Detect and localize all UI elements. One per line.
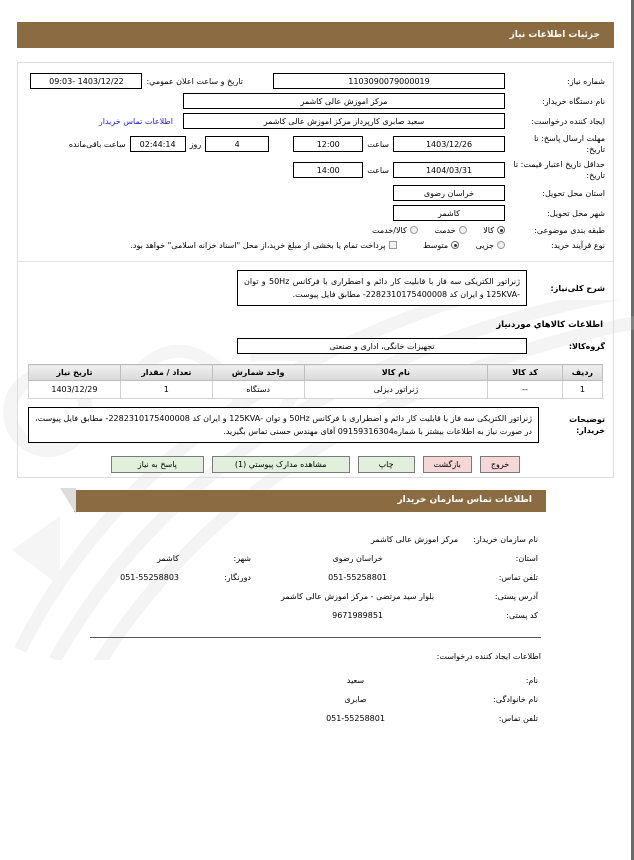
goods-col-name: نام کالا bbox=[304, 365, 488, 381]
requester-row-last-name bbox=[90, 690, 541, 709]
delivery-city-value: کاشمر bbox=[393, 205, 505, 221]
requester-first-name-value: سعید bbox=[346, 676, 365, 685]
response-deadline-label: مهلت ارسال پاسخ: تا تاریخ: bbox=[533, 134, 605, 154]
price-validity-time: 14:00 bbox=[293, 162, 363, 178]
purchase-type-option-1[interactable] bbox=[423, 241, 459, 250]
goods-group-label: گروه‌کالا: bbox=[568, 341, 605, 351]
exit-button[interactable]: خروج bbox=[480, 456, 520, 473]
subject-class-label: طبقه بندی موضوعی: bbox=[534, 226, 605, 235]
requester-section-title: اطلاعات ایجاد کننده درخواست: bbox=[436, 652, 541, 661]
form-row-delivery-province bbox=[18, 183, 613, 203]
form-row-purchase-type bbox=[18, 238, 613, 253]
view-attachments-button[interactable]: مشاهده مدارک پیوستي (1) bbox=[212, 456, 350, 473]
price-validity-label: حداقل تاریخ اعتبار قیمت: تا تاریخ: bbox=[513, 160, 605, 180]
goods-cell-name: ژنراتور دیزلی bbox=[304, 381, 488, 399]
need-details-form bbox=[18, 71, 613, 253]
radio-kala-khedmat[interactable] bbox=[410, 226, 418, 234]
summary-block bbox=[18, 268, 613, 308]
buyer-notes-text: ژنراتور الکتریکی سه فاز با قابلیت کار دائم و اضطراری با فرکانس 50Hz و توان -125KVA و ایران کد 2282310175400008- مطابق فایل پیوست، در صورت نیاز به اطلاعات بیشتر با شماره09159316304 آقای مهندس حسنی تماس بگیرید. bbox=[28, 407, 539, 443]
requester-row-phone bbox=[90, 709, 541, 728]
contact-postal-label: کد پستی: bbox=[506, 611, 538, 620]
goods-group-block bbox=[18, 336, 613, 356]
goods-table-header-row bbox=[29, 365, 603, 381]
contact-address-label: آدرس پستی: bbox=[494, 592, 538, 601]
radio-motevaset[interactable] bbox=[451, 241, 459, 249]
announce-datetime-label: تاریخ و ساعت اعلان عمومي: bbox=[146, 76, 243, 86]
delivery-province-label: استان محل تحویل: bbox=[542, 188, 605, 198]
form-row-subject-class bbox=[18, 223, 613, 238]
contact-address-value: بلوار سید مرتضی - مرکز اموزش عالی کاشمر bbox=[281, 592, 435, 601]
goods-group-value: تجهیزات خانگی، اداری و صنعتی bbox=[237, 338, 527, 354]
requester-phone-label: تلفن تماس: bbox=[498, 714, 538, 723]
contact-row-address bbox=[90, 587, 541, 606]
form-row-need-number bbox=[18, 71, 613, 91]
requester-value: سعید صابری کارپرداز مرکز اموزش عالی کاشمر bbox=[183, 113, 505, 129]
buyer-contact-link[interactable]: اطلاعات تماس خریدار bbox=[98, 116, 173, 126]
goods-cell-date: 1403/12/29 bbox=[29, 381, 121, 399]
hour-label-2: ساعت bbox=[367, 165, 389, 175]
requester-first-name-label: نام: bbox=[525, 676, 538, 685]
subject-class-option-2[interactable] bbox=[372, 226, 418, 235]
treasury-checkbox-wrap[interactable] bbox=[130, 241, 396, 250]
requester-last-name-label: نام خانوادگی: bbox=[493, 695, 538, 704]
contact-phone-value: 051-55258801 bbox=[328, 573, 387, 582]
form-row-buyer-notes bbox=[18, 405, 613, 445]
contact-row-org bbox=[90, 530, 541, 549]
response-deadline-time: 12:00 bbox=[293, 136, 363, 152]
form-row-buyer-org bbox=[18, 91, 613, 111]
subject-class-option-1-label: خدمت bbox=[434, 226, 456, 235]
treasury-checkbox-label: پرداخت تمام یا بخشی از مبلغ خرید،از محل "اسناد خزانه اسلامی" خواهد بود. bbox=[130, 241, 386, 250]
contact-province-label: استان: bbox=[515, 554, 538, 563]
buyer-contact-section bbox=[90, 530, 541, 728]
day-label: روز bbox=[189, 139, 202, 149]
contact-city-label: شهر: bbox=[233, 554, 251, 563]
form-row-goods-group bbox=[18, 336, 613, 356]
requester-last-name-value: صابری bbox=[344, 695, 367, 704]
buyer-contact-header-wrap bbox=[0, 490, 631, 512]
remaining-clock-value: 02:44:14 bbox=[130, 136, 186, 152]
contact-row-province bbox=[90, 549, 541, 568]
contact-fax-label: دورنگار: bbox=[224, 573, 251, 582]
radio-khedmat[interactable] bbox=[459, 226, 467, 234]
purchase-type-option-1-label: متوسط bbox=[423, 241, 449, 250]
goods-col-qty: تعداد / مقدار bbox=[120, 365, 212, 381]
subject-class-option-0-label: کالا bbox=[483, 226, 494, 235]
requester-phone-value: 051-55258801 bbox=[326, 714, 385, 723]
divider-1 bbox=[18, 261, 613, 262]
purchase-type-label: نوع فرآیند خرید: bbox=[551, 241, 605, 250]
section-header-need-details bbox=[17, 22, 614, 48]
print-button[interactable]: چاپ bbox=[358, 456, 415, 473]
form-row-requester bbox=[18, 111, 613, 131]
contact-row-phone bbox=[90, 568, 541, 587]
goods-col-unit: واحد شمارش bbox=[212, 365, 304, 381]
goods-section-title: اطلاعات کالاهاي موردنیاز bbox=[496, 320, 603, 330]
action-buttons bbox=[18, 456, 613, 473]
purchase-type-option-0-label: جزیی bbox=[475, 241, 494, 250]
announce-datetime-value: 1403/12/22 -09:03 bbox=[30, 73, 142, 89]
contact-org-label: نام سازمان خریدار: bbox=[473, 535, 538, 544]
contact-province-value: خراسان رضوی bbox=[332, 554, 383, 563]
requester-label: ایجاد کننده درخواست: bbox=[531, 116, 605, 126]
respond-to-need-button[interactable]: پاسخ به نیاز bbox=[111, 456, 204, 473]
requester-info-table bbox=[90, 671, 541, 728]
subject-class-option-0[interactable] bbox=[483, 226, 505, 235]
buyer-notes-block bbox=[18, 405, 613, 445]
form-row-price-validity bbox=[18, 157, 613, 183]
goods-col-code: کد کالا bbox=[488, 365, 563, 381]
header-arrow-decoration bbox=[60, 488, 76, 514]
section-header-need-details-label: جزئیات اطلاعات نیاز bbox=[509, 30, 600, 40]
radio-jozee[interactable] bbox=[497, 241, 505, 249]
goods-cell-unit: دستگاه bbox=[212, 381, 304, 399]
section-header-buyer-contact bbox=[74, 490, 546, 512]
goods-cell-row: 1 bbox=[562, 381, 602, 399]
summary-label: شرح کلی‌نیاز: bbox=[550, 283, 605, 293]
purchase-type-option-0[interactable] bbox=[476, 241, 505, 250]
buyer-contact-table bbox=[90, 530, 541, 625]
contact-city-value: کاشمر bbox=[157, 554, 179, 563]
remaining-days-value: 4 bbox=[205, 136, 269, 152]
goods-col-date: تاریخ نیاز bbox=[29, 365, 121, 381]
hour-label-1: ساعت bbox=[367, 139, 389, 149]
contact-row-postal bbox=[90, 606, 541, 625]
table-row bbox=[29, 381, 603, 399]
response-deadline-date: 1403/12/26 bbox=[393, 136, 505, 152]
requester-row-first-name bbox=[90, 671, 541, 690]
goods-col-row: ردیف bbox=[562, 365, 602, 381]
goods-cell-qty: 1 bbox=[120, 381, 212, 399]
subject-class-option-2-label: کالا/خدمت bbox=[372, 226, 407, 235]
buyer-notes-label: توضیحات خریدار: bbox=[569, 415, 605, 435]
delivery-city-label: شهر محل تحویل: bbox=[547, 208, 605, 218]
goods-cell-code: -- bbox=[488, 381, 563, 399]
section-header-buyer-contact-label: اطلاعات تماس سازمان خریدار bbox=[397, 495, 532, 505]
back-button[interactable]: بازگشت bbox=[423, 456, 472, 473]
form-row-summary bbox=[18, 268, 613, 308]
contact-divider bbox=[90, 637, 541, 638]
contact-phone-label: تلفن تماس: bbox=[498, 573, 538, 582]
goods-table bbox=[28, 364, 603, 399]
form-row-delivery-city bbox=[18, 203, 613, 223]
need-number-label: شماره نیاز: bbox=[567, 76, 605, 86]
contact-org-value: مرکز اموزش عالی کاشمر bbox=[371, 535, 459, 544]
price-validity-date: 1404/03/31 bbox=[393, 162, 505, 178]
radio-kala[interactable] bbox=[497, 226, 505, 234]
buyer-org-value: مرکز اموزش عالی کاشمر bbox=[183, 93, 505, 109]
contact-fax-value: 051-55258803 bbox=[120, 573, 179, 582]
subject-class-option-1[interactable] bbox=[434, 226, 466, 235]
summary-text: ژنراتور الکتریکی سه فاز با قابلیت کار دائم و اضطراری با فرکانس 50Hz و توان -125KVA و ایران کد 2282310175400008- مطابق فایل پیوست. bbox=[237, 270, 527, 306]
form-row-response-deadline bbox=[18, 131, 613, 157]
delivery-province-value: خراسان رضوی bbox=[393, 185, 505, 201]
need-number-value: 1103090079000019 bbox=[273, 73, 505, 89]
treasury-checkbox[interactable] bbox=[389, 241, 397, 249]
need-details-panel bbox=[17, 62, 614, 478]
buyer-org-label: نام دستگاه خریدار: bbox=[542, 96, 605, 106]
contact-postal-value: 9671989851 bbox=[332, 611, 384, 620]
hours-remaining-label: ساعت باقی‌مانده bbox=[68, 139, 126, 149]
